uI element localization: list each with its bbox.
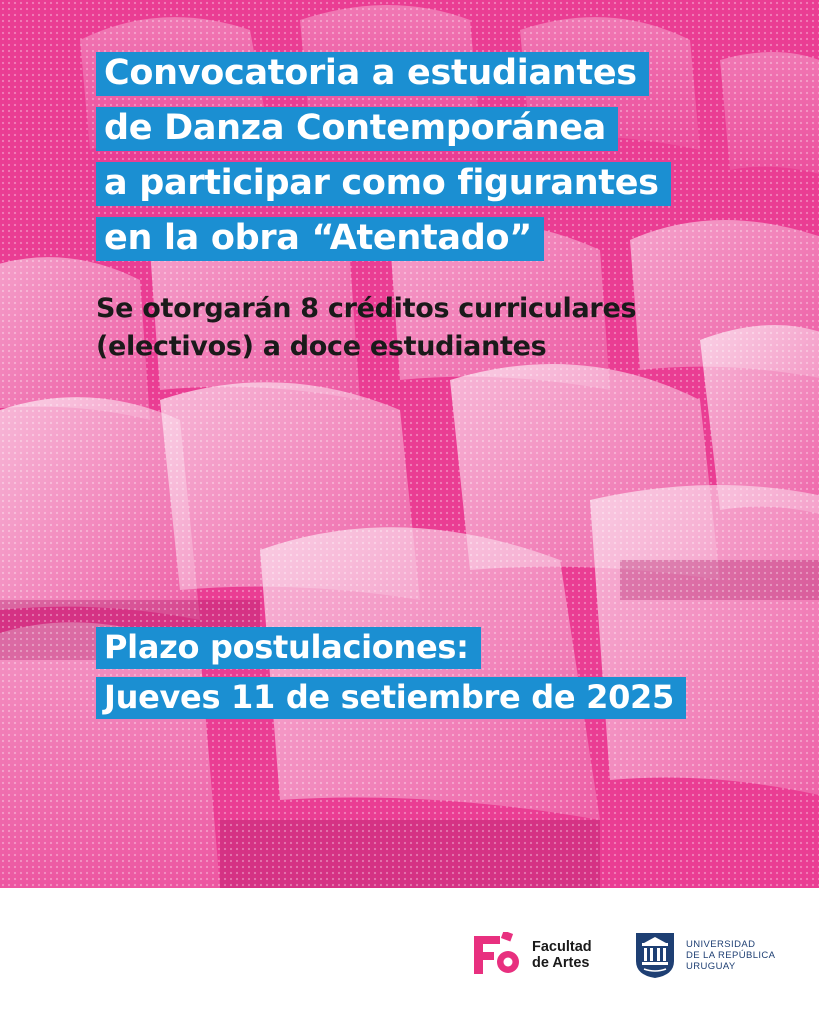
- facultad-name-line-2: de Artes: [532, 955, 590, 971]
- credits-text: [96, 290, 636, 366]
- facultad-de-artes-name: [532, 939, 592, 971]
- facultad-de-artes-logo: [472, 932, 592, 978]
- udelar-name-line-3: URUGUAY: [686, 960, 736, 972]
- deadline: [96, 622, 686, 722]
- headline: [96, 46, 671, 266]
- udelar-logo: [634, 931, 775, 979]
- deadline-label: Plazo postulaciones:: [96, 627, 481, 669]
- headline-line-2: de Danza Contemporánea: [96, 107, 618, 151]
- udelar-seal-icon: [634, 931, 676, 979]
- credits-line-2: (electivos) a doce estudiantes: [96, 331, 547, 362]
- facultad-de-artes-icon: [472, 932, 522, 978]
- facultad-name-line-1: Facultad: [532, 939, 592, 955]
- deadline-date: Jueves 11 de setiembre de 2025: [96, 677, 686, 719]
- headline-line-4: en la obra “Atentado”: [96, 217, 544, 261]
- headline-line-1: Convocatoria a estudiantes: [96, 52, 649, 96]
- headline-line-3: a participar como figurantes: [96, 162, 671, 206]
- udelar-name-line-2: DE LA REPÚBLICA: [686, 949, 776, 961]
- udelar-name: [686, 939, 775, 972]
- credits-line-1: Se otorgarán 8 créditos curriculares: [96, 293, 637, 324]
- udelar-name-line-1: UNIVERSIDAD: [686, 938, 756, 950]
